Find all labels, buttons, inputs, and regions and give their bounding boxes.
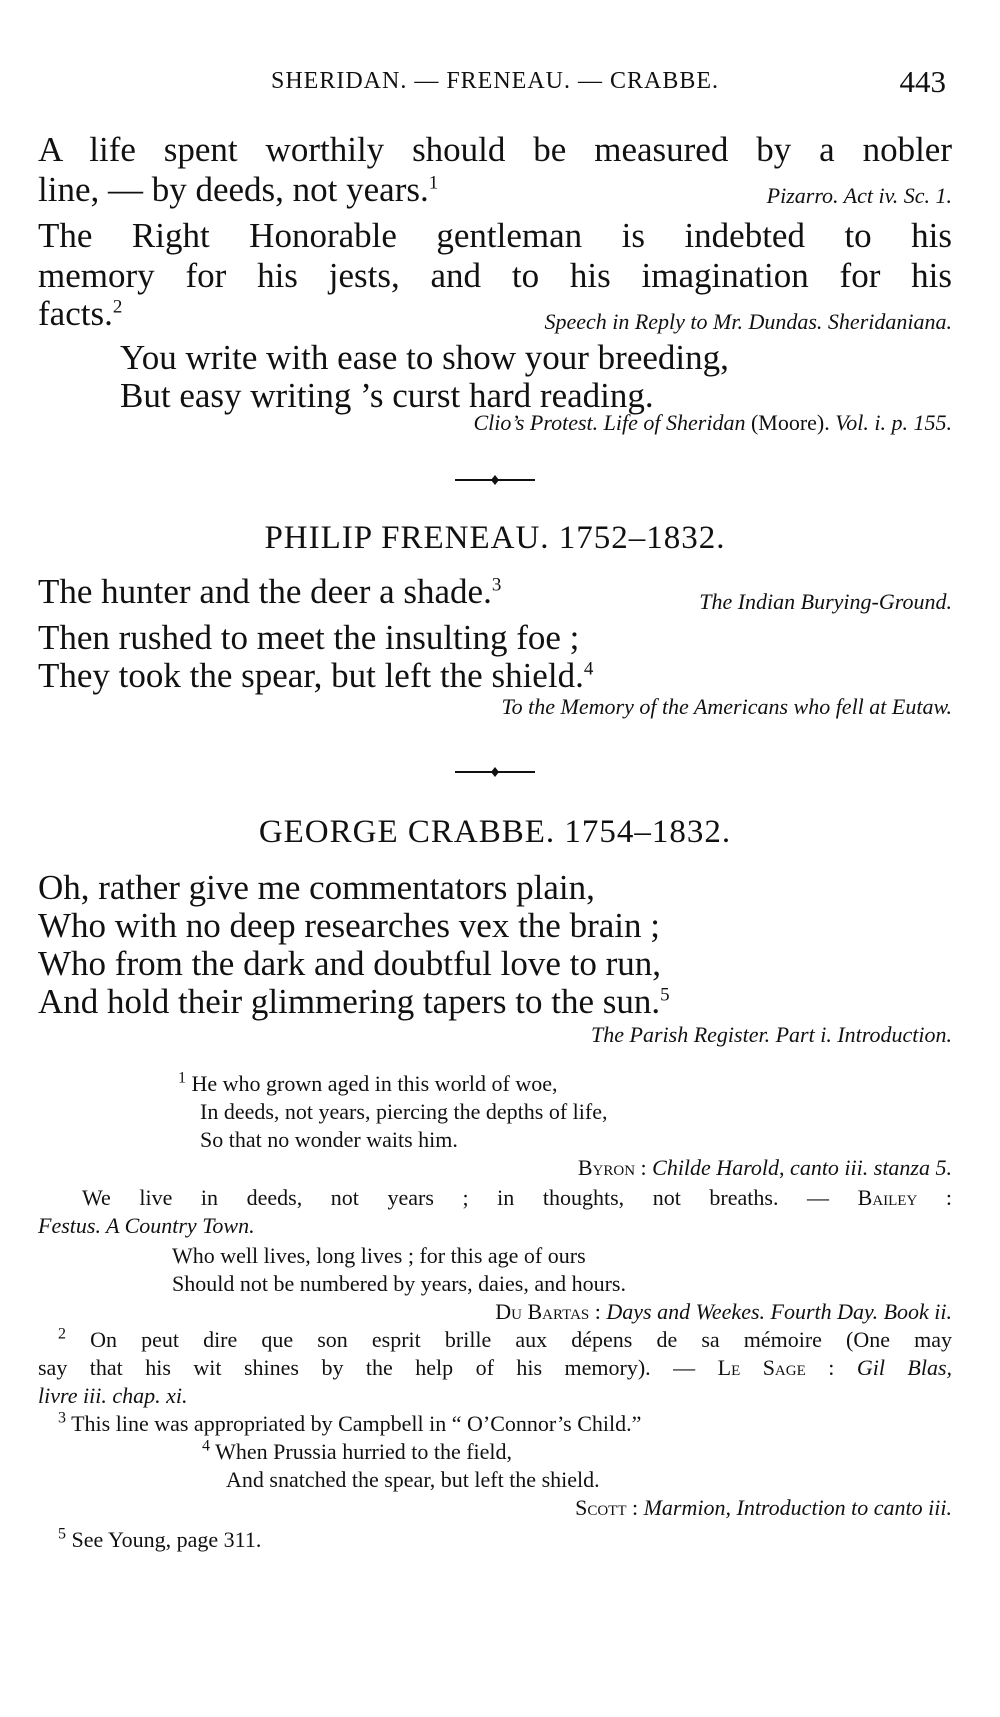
- footnote-text: See Young, page 311.: [71, 1527, 262, 1552]
- quote-line: A life spent worthily should be measured by a nobler: [38, 130, 952, 169]
- quote-line: [38, 292, 952, 336]
- footnote-verse-line: So that no wonder waits him.: [200, 1127, 458, 1152]
- running-head: SHERIDAN. — FRENEAU. — CRABBE.: [270, 68, 720, 94]
- footnote-line: livre iii. chap. xi.: [38, 1383, 188, 1408]
- quote-text: The hunter and the deer a shade.: [38, 572, 492, 611]
- quote-line: [38, 570, 952, 614]
- footnote-work: Childe Harold, canto iii. stanza 5.: [652, 1155, 952, 1180]
- citation-line: [38, 1022, 952, 1052]
- footnote-number: 3: [58, 1409, 66, 1427]
- quote-text: facts.: [38, 294, 113, 333]
- quote-text: And hold their glimmering tapers to the sun.: [38, 982, 661, 1021]
- footnote-number: 1: [178, 1069, 186, 1087]
- citation: Speech in Reply to Mr. Dundas. Sheridaniana.: [544, 309, 952, 334]
- footnote-line: [58, 1526, 952, 1554]
- footnote-citation: [575, 1494, 952, 1522]
- footnote-line: [82, 1184, 952, 1212]
- footnote-verse-line: In deeds, not years, piercing the depths of life,: [200, 1099, 608, 1124]
- verse-line: You write with ease to show your breeding,: [120, 338, 729, 377]
- footnote-author: Byron :: [577, 1155, 647, 1180]
- footnote-ref: 1: [428, 172, 439, 194]
- footnote-author: Le Sage :: [717, 1355, 835, 1380]
- footnote-citation: [578, 1154, 952, 1182]
- footnote-line: Festus. A Country Town.: [38, 1213, 255, 1238]
- footnote-text: This line was appropriated by Campbell in “ O’Connor’s Child.”: [71, 1411, 642, 1436]
- footnote-line: [58, 1326, 952, 1354]
- footnote-ref: 3: [491, 574, 502, 596]
- section-divider-ornament: [38, 474, 952, 486]
- footnote-line: [38, 1354, 952, 1382]
- quote-line: The Right Honorable gentleman is indebted to his: [38, 216, 952, 255]
- footnote-verse-line: [178, 1070, 952, 1098]
- verse-line: Who with no deep researches vex the brain ;: [38, 906, 660, 945]
- quote-text: line, — by deeds, not years.: [38, 170, 429, 209]
- citation: The Indian Burying-Ground.: [699, 589, 952, 614]
- verse-line: [38, 654, 952, 698]
- footnote-ref: 4: [583, 658, 594, 680]
- citation: The Parish Register. Part i. Introduction.: [591, 1022, 952, 1047]
- footnote-citation: [495, 1298, 952, 1326]
- verse-line: [38, 980, 952, 1024]
- footnote-work: Marmion, Introduction to canto iii.: [643, 1495, 952, 1520]
- book-page: [38, 0, 952, 1717]
- footnote-ref: 5: [660, 984, 670, 1006]
- quote-line: [38, 168, 952, 212]
- footnote-line: [58, 1410, 952, 1438]
- footnote-work: Days and Weekes. Fourth Day. Book ii.: [606, 1299, 952, 1324]
- footnote-number: 2: [58, 1325, 66, 1343]
- citation: Pizarro. Act iv. Sc. 1.: [766, 183, 952, 208]
- footnote-verse-line: [202, 1438, 952, 1466]
- citation-volume: Vol. i. p. 155.: [835, 410, 952, 435]
- footnote-verse-line: Who well lives, long lives ; for this age of ours: [172, 1243, 586, 1268]
- citation-editor: (Moore).: [750, 410, 830, 435]
- footnote-ref: 2: [112, 296, 123, 318]
- footnote-author: Du Bartas :: [495, 1299, 601, 1324]
- citation: [473, 410, 952, 436]
- page-number: 443: [899, 64, 946, 99]
- footnote-verse-line: Should not be numbered by years, daies, and hours.: [172, 1271, 626, 1296]
- footnote-author: Bailey :: [857, 1185, 952, 1210]
- footnote-number: 5: [58, 1525, 66, 1543]
- verse-line: Oh, rather give me commentators plain,: [38, 868, 595, 907]
- footnote-text: He who grown aged in this world of woe,: [191, 1071, 558, 1096]
- footnote-text: We live in deeds, not years ; in thoughts, not breaths. —: [82, 1185, 830, 1210]
- quote-line: memory for his jests, and to his imagination for his: [38, 256, 952, 295]
- citation-title: Clio’s Protest. Life of Sheridan: [473, 410, 746, 435]
- verse-line: Who from the dark and doubtful love to run,: [38, 944, 662, 983]
- footnote-author: Scott :: [575, 1495, 639, 1520]
- citation: To the Memory of the Americans who fell at Eutaw.: [501, 694, 952, 719]
- section-title: PHILIP FRENEAU. 1752–1832.: [264, 520, 726, 556]
- footnote-text: say that his wit shines by the help of his memory). —: [38, 1355, 696, 1380]
- footnote-number: 4: [202, 1437, 210, 1455]
- citation-line: [38, 410, 952, 440]
- footnote-text: On peut dire que son esprit brille aux dépens de sa mémoire (One may: [90, 1327, 953, 1352]
- footnote-work: Gil Blas,: [856, 1355, 953, 1380]
- verse-line: But easy writing ’s curst hard reading.: [120, 376, 654, 415]
- page-header: [38, 64, 952, 104]
- quote-text: They took the spear, but left the shield.: [38, 656, 584, 695]
- citation-line: [38, 694, 952, 724]
- section-divider-ornament: [38, 766, 952, 778]
- section-title: GEORGE CRABBE. 1754–1832.: [258, 814, 732, 850]
- footnote-text: When Prussia hurried to the field,: [215, 1439, 513, 1464]
- verse-line: Then rushed to meet the insulting foe ;: [38, 618, 580, 657]
- footnote-verse-line: And snatched the spear, but left the shield.: [226, 1467, 600, 1492]
